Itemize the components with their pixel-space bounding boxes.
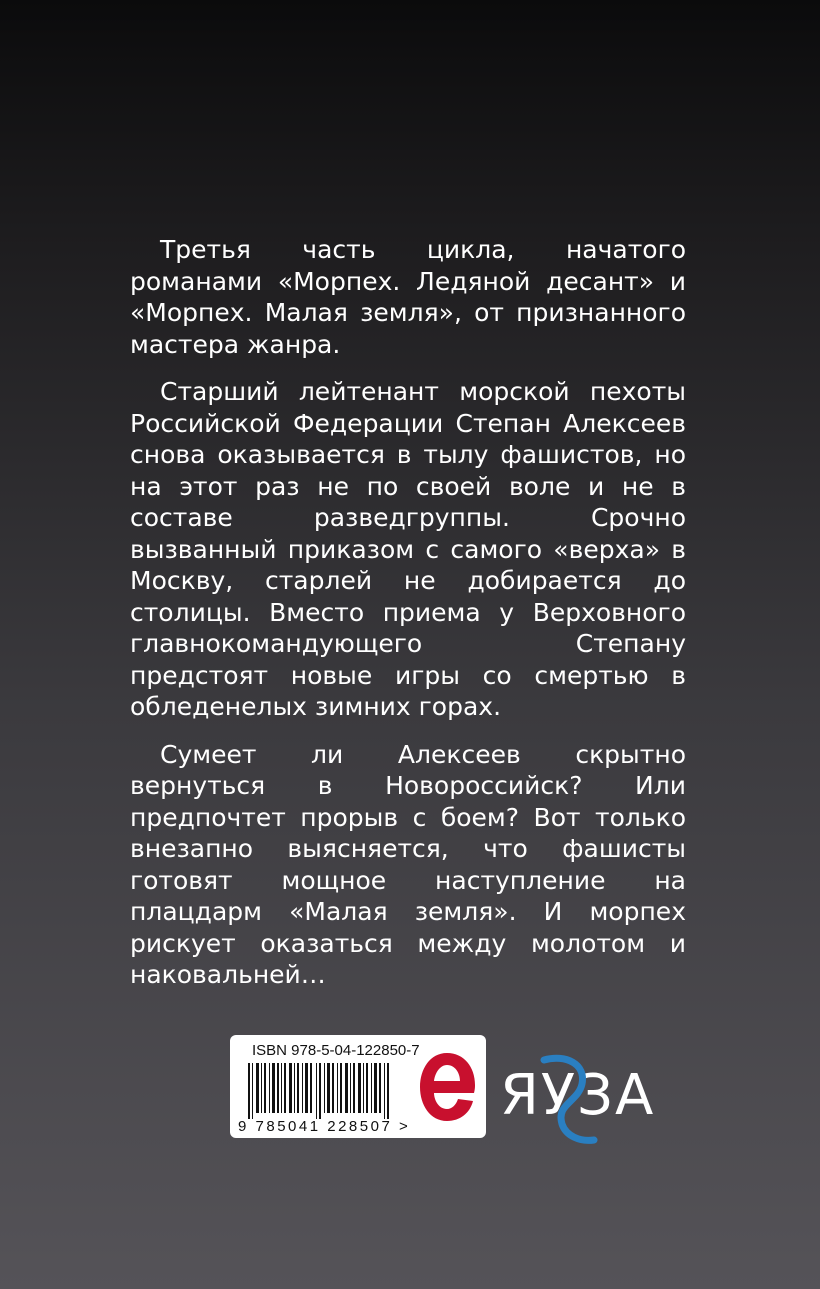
eksmo-logo-icon <box>418 1049 476 1125</box>
barcode-digits: 9 785041 228507 > <box>238 1118 411 1135</box>
barcode-icon <box>248 1063 408 1119</box>
paragraph-1: Третья часть цикла, начатого романами «Морпех. Ледяной десант» и «Морпех. Малая земля», от признанного мастера жанра. <box>130 235 686 359</box>
publisher-imprint: ЯУЗА <box>500 1062 656 1128</box>
isbn-label: ISBN 978-5-04-122850-7 <box>252 1042 420 1059</box>
wave-icon <box>536 1054 606 1146</box>
annotation-text <box>130 234 686 991</box>
paragraph-2: Старший лейтенант морской пехоты Российской Федерации Степан Алексеев снова оказывается в тылу фашистов, но на этот раз не по своей воле и не в составе разведгруппы. Срочно вызванный приказом с самого «верха» в Москву, старлей не добирается до столицы. Вместо приема у Верховного главнокомандующего Степану предстоят новые игры со смертью в обледенелых зимних горах. <box>130 377 686 721</box>
isbn-barcode-panel <box>230 1035 486 1138</box>
paragraph-3: Сумеет ли Алексеев скрытно вернуться в Новороссийск? Или предпочтет прорыв с боем? Вот только внезапно выясняется, что фашисты готовят мощное наступление на плацдарм «Малая земля». И морпех рискует оказаться между молотом и наковальней… <box>130 739 686 989</box>
publisher-logo <box>500 1050 655 1140</box>
